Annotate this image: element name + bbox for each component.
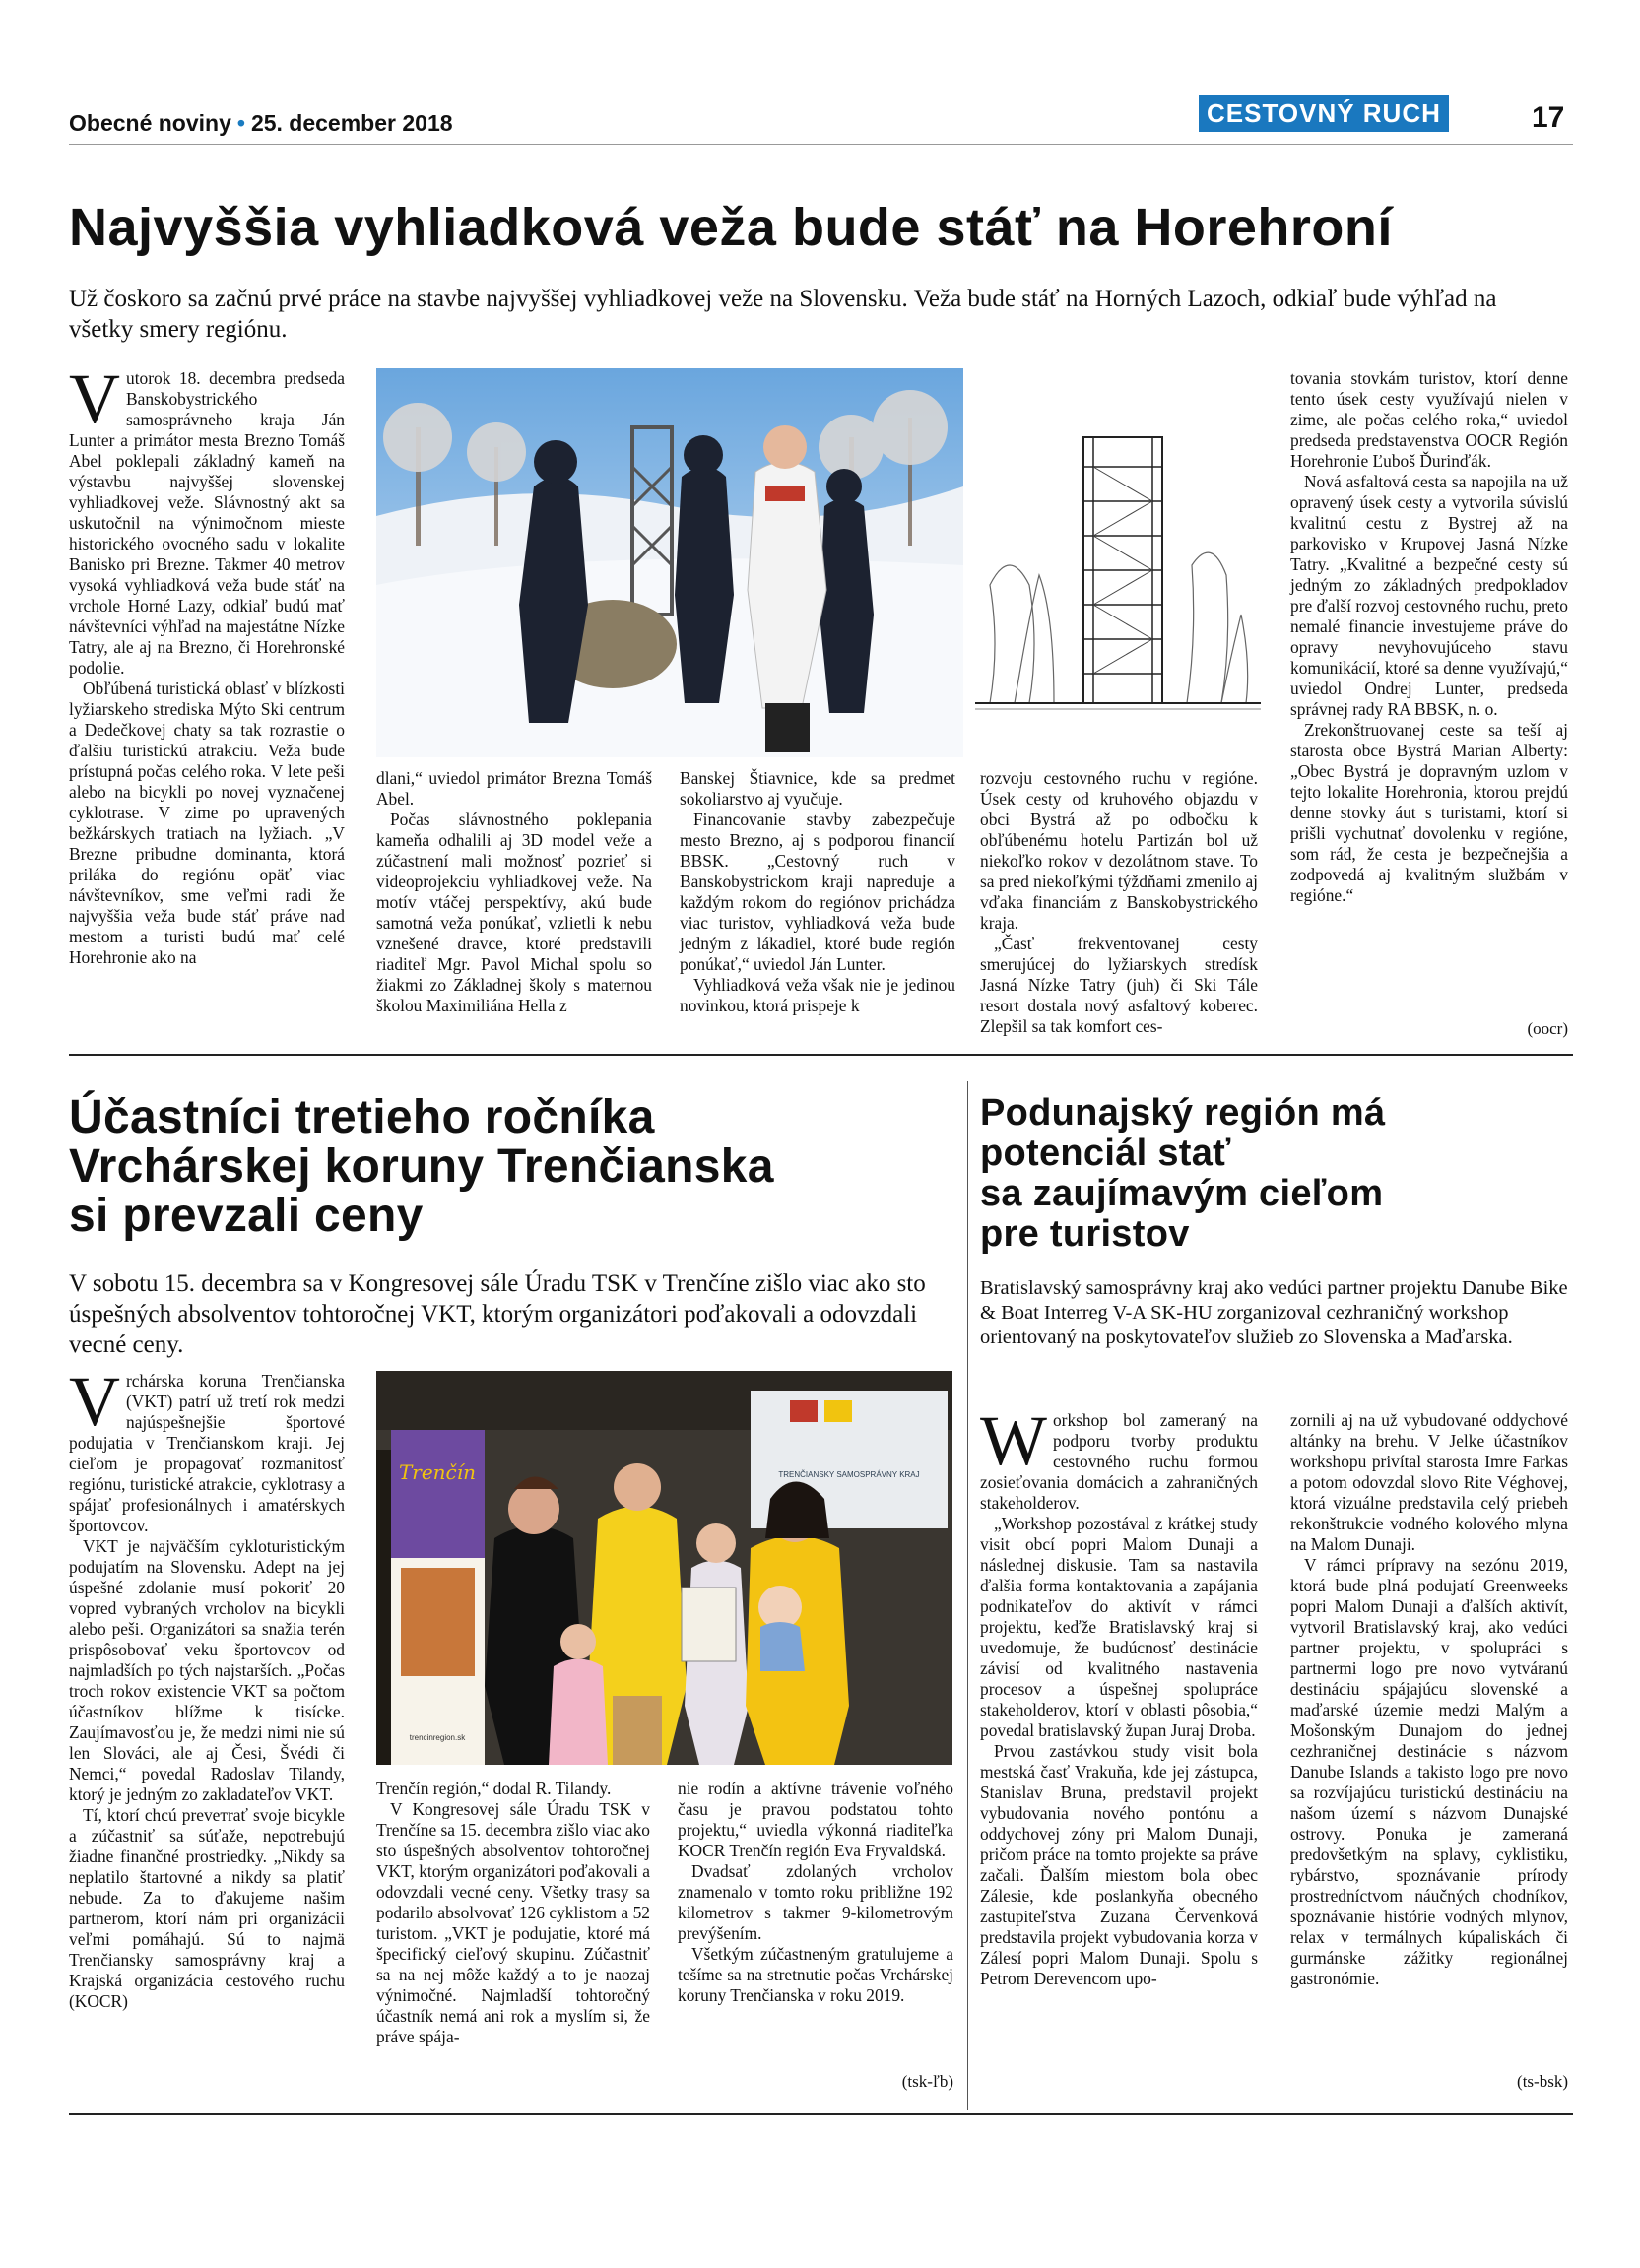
article2-col1-p2: VKT je najväčším cykloturistickým podujatím na Slovensku. Adept na jej úspešné zdolanie musí pokoriť 20 vopred vybraných vrcholov na bicykli alebo peši. Organizátori sa snažia terén prispôsobovať veku športovcov od najmladších po tých najstarších. „Počas troch rokov existencie VKT sa počtom účastníkov blížme k tisícke. Zaujímavosťou je, že medzi nimi nie sú len Slováci, ale aj Česi, Švédi či Nemci,“ povedal Radoslav Tilandy, ktorý je jedným zo zakladateľov VKT. — [69, 1536, 345, 1804]
article1-col5-p2: Nová asfaltová cesta sa napojila na už opravený úsek cesty a vytvorila súvislú kvalitnú cestu z Bystrej až na parkovisko v Krupovej Jasná Nízke Tatry. „Kvalitné a bezpečné cesty sú jedným zo základných predpokladov pre ďalší rozvoj cestovného ruchu, preto nemalé financie investujeme práve do opravy nevyhovujúceho stavu komunikácií, ktoré sa denne využívajú,“ uviedol Ondrej Lunter, predseda správnej rady RA BBSK, n. o. — [1290, 472, 1568, 719]
article1-bottom-rule — [69, 1054, 1573, 1056]
ceremony-photo — [376, 368, 963, 757]
article2-col3 — [678, 1779, 953, 2006]
article3-credit: (ts-bsk) — [1517, 2072, 1568, 2091]
article3-col2 — [1290, 1410, 1568, 1989]
page-number: 17 — [1532, 101, 1565, 134]
article1-col4-p2: „Časť frekventovanej cesty smerujúcej do lyžiarskych stredísk Jasná Nízke Tatry (juh) či Ski Tále resort dostala nový asfaltový koberec. Zlepšil sa tak komfort ces- — [980, 934, 1258, 1036]
article2-title-line3: si prevzali ceny — [69, 1190, 424, 1242]
article2-col2 — [376, 1779, 650, 2047]
award-photo-image — [376, 1371, 952, 1765]
article2-lead: V sobotu 15. decembra sa v Kongresovej sále Úradu TSK v Trenčíne zišlo viac ako sto úspešných absolventov tohtoročnej VKT, ktorým organizátori poďakovali a odovzdali vecné ceny. — [69, 1270, 926, 1358]
article1-col3-p2: Financovanie stavby zabezpečuje mesto Brezno, aj s podporou financií BBSK. „Cestovný ruch v Banskobystrickom kraji napreduje a každým rokom do regiónov prichádza viac turistov, vyhliadková veža bude jedným z lákadiel, ktoré bude región ponúkať,“ uviedol Ján Lunter. — [680, 810, 955, 974]
article2-dropcap: V — [69, 1362, 120, 1441]
article3-col1-p1: orkshop bol zameraný na podporu tvorby produktu cestovného ruchu formou zosieťovania domácich a zahraničných stakeholderov. — [980, 1410, 1258, 1513]
article3-col1-p2: „Workshop pozostával z krátkej study visit obcí popri Malom Dunaji a následnej diskusie. Tam sa nastavila ďalšia forma kontaktovania a zapájania podnikateľov do aktivít v rámci projektu, keďže Bratislavský kraj si uvedomuje, že budúcnosť destinácie závisí od kvalitného nastavenia procesov a úspešnej spolupráce stakeholderov, ktorí v oblasti pôsobia,“ povedal bratislavský župan Juraj Droba. — [980, 1514, 1258, 1740]
article3-col2-p1: zornili aj na už vybudované oddychové altánky na brehu. V Jelke účastníkov workshopu privítal starosta Imre Farkas a potom odovzdal slovo Rite Véghovej, ktorá vizuálne predstavila celý priebeh rekonštrukcie vodného kolového mlyna na Malom Dunaji. — [1290, 1410, 1568, 1554]
article3-dropcap: W — [980, 1401, 1047, 1480]
award-photo — [376, 1371, 952, 1765]
section-label: CESTOVNÝ RUCH — [1199, 95, 1449, 132]
article1-dropcap: V — [69, 359, 120, 438]
article2-col3-p2: Dvadsať zdolaných vrcholov znamenalo v tomto roku približne 192 kilometrov s takmer 9-kilometrovým prevýšením. — [678, 1861, 953, 1943]
column-divider — [967, 1081, 968, 2110]
article1-col5-p1: tovania stovkám turistov, ktorí denne tento úsek cesty využívajú nielen v zime, ale počas celého roka,“ uviedol predseda predstavenstva OOCR Región Horehronie Ľuboš Ďurinďák. — [1290, 368, 1568, 471]
article3-col1 — [980, 1401, 1258, 1989]
article3-col1-p3: Prvou zastávkou study visit bola mestská časť Vrakuňa, kde jej zástupca, Stanislav Bruna, predstavil projekt vybudovania nového pontónu a oddychovej zóny pri Malom Dunaji, pričom práce na tomto projekte sa práve začali. Ďalším miestom bola obec Zálesie, kde poslankyňa obecného zastupiteľstva Zuzana Červenková predstavila projekt vybudovania korza v Zálesí popri Malom Dunaji. Spolu s Petrom Derevencom upo- — [980, 1741, 1258, 1988]
article1-col3-p3: Vyhliadková veža však nie je jedinou novinkou, ktorá prispeje k — [680, 975, 955, 1015]
article2-credit: (tsk-ľb) — [901, 2072, 953, 2091]
article1-lead: Už čoskoro sa začnú prvé práce na stavbe najvyššej vyhliadkovej veže na Slovensku. Veža bude stáť na Horných Lazoch, odkiaľ bude výhľad na všetky smery regiónu. — [69, 286, 1497, 343]
article3-title-line3: sa zaujímavým cieľom — [980, 1173, 1384, 1214]
article2-col1 — [69, 1362, 345, 2012]
paper-name: Obecné noviny — [69, 110, 231, 136]
tower-drawing — [975, 368, 1261, 757]
article2-title — [69, 1093, 955, 1241]
article3-lead: Bratislavský samosprávny kraj ako vedúci partner projektu Danube Bike & Boat Interreg V-A SK-HU zorganizoval cezhraničný workshop orientovaný na poskytovateľov služieb zo Slovenska a Maďarska. — [980, 1277, 1568, 1348]
article2-col1-p1: rchárska koruna Trenčianska (VKT) patrí už tretí rok medzi najúspešnejšie športové podujatia v Trenčianskom kraji. Jej cieľom je propagovať rozmanitosť regiónu, turistické atrakcie, cyklotrasy a spájať profesionálnych i amatérskych športovcov. — [69, 1371, 345, 1535]
article2-title-line1: Účastníci tretieho ročníka — [69, 1091, 655, 1143]
article3-title-line4: pre turistov — [980, 1213, 1190, 1255]
masthead-line — [69, 110, 453, 137]
tower-drawing-image — [975, 368, 1261, 757]
issue-date: 25. december 2018 — [250, 110, 453, 136]
article2-col3-p1: nie rodín a aktívne trávenie voľného času je pravou podstatou tohto projektu,“ uviedla výkonná riaditeľka KOCR Trenčín región Eva Fryvaldská. — [678, 1779, 953, 1860]
banner-web-text: trencinregion.sk — [409, 1733, 466, 1742]
article2-col1-p3: Tí, ktorí chcú preveтrať svoje bicykle a zúčastniť sa súťaže, nepotrebujú žiadne finančné prostriedky. „Nikdy sa neplatilo štartovné a nikdy sa platiť nebude. Za to ďakujeme našim partnerom, ktorí nám pri organizácii veľmi pomáhajú. Sú to najmä Trenčiansky samosprávny kraj a Krajská organizácia cestového ruchu (KOCR) — [69, 1805, 345, 2011]
article3-title — [980, 1093, 1571, 1255]
article3-col2-p2: V rámci prípravy na sezónu 2019, ktorá bude plná podujatí Greenweeks popri Malom Dunaji a ďalších aktivít, vytvoril Bratislavský kraj, ako vedúci partner projektu, v spolupráci s partnermi logo pre novo vytváranú destináciu spájajúcu slovenské a maďarské územie medzi Malým a Mošonským Dunajom do jednej cezhraničnej destinácie s názvom Danube Islands a takisto logo pre novo sa rozvíjajúcu turistickú destináciu na našom území s názvom Dunajské ostrovy. Ponuka je zameraná predovšetkým na splavy, cyklistiku, rybárstvo, spoznávanie prírody prostredníctvom náučných chodníkov, spoznávanie histórie vodných mlynov, relax v termálnych kúpaliskách či gurmánske zážitky regionálnej gastronómie. — [1290, 1555, 1568, 1988]
article1-col1-p2: Obľúbená turistická oblasť v blízkosti lyžiarskeho strediska Mýto Ski centrum a Dedečkovej chaty sa tak rozrastie o ďalšiu turistickú atrakciu. Veža bude prístupná počas celého roka. V lete peši alebo na bicykli po novej vyznačenej cyklotrase. V zime po upravených bežkárskych tratiach na lyžiach. „V Brezne pribudne dominanta, ktorá priláka do regiónu opäť viac návštevníkov, sme veľmi radi že najvyššia veža bude stáť práve nad mestom a turisti budú mať celé Horehronie ako na — [69, 679, 345, 967]
article3-title-line1: Podunajský región má — [980, 1092, 1386, 1134]
article1-col5-p3: Zrekonštruovanej ceste sa teší aj starosta obce Bystrá Marian Alberty: „Obec Bystrá je dopravným uzlom v tejto lokalite Horehronia, ktorou prejdú denne stovky áut s turistami, ktorí si prišli vychutnať dovolenku v regióne, som rád, že cesta je bezpečnejšia a zodpovedá aj kvalitným službám v regióne.“ — [1290, 720, 1568, 905]
article1-col5 — [1290, 368, 1568, 906]
banner-title-text: Trenčín — [398, 1460, 477, 1484]
article1-title: Najvyššia vyhliadková veža bude stáť na Horehroní — [69, 198, 1393, 257]
article2-col2-p2: V Kongresovej sále Úradu TSK v Trenčíne sa 15. decembra zišlo viac ako sto úspešných absolventov tohtoročnej VKT, ktorým organizátori poďakovali a odovzdali vecné ceny. Všetky trasy sa podarilo absolvovať 126 cyklistom a 52 turistom. „VKT je podujatie, ktoré má špecifický cieľový skupinu. Zúčastniť sa na nej môže každý a to je naozaj výnimočné. Najmladší tohtoročný účastník nemá ani rok a myslím si, že práve spája- — [376, 1799, 650, 2046]
award-board-text: TRENČIANSKY SAMOSPRÁVNY KRAJ — [778, 1470, 920, 1479]
article2-title-line2: Vrchárskej koruny Trenčianska — [69, 1140, 774, 1193]
ceremony-photo-image — [376, 368, 963, 757]
article1-col2 — [376, 768, 652, 1016]
article1-col4 — [980, 768, 1258, 1037]
article2-col3-p3: Všetkým zúčastneným gratulujeme a tešíme sa na stretnutie počas Vrchárskej koruny Trenčianska v roku 2019. — [678, 1944, 953, 2005]
article1-col1-p1: utorok 18. decembra predseda Banskobystrického samosprávneho kraja Ján Lunter a primátor mesta Brezno Tomáš Abel poklepali základný kameň na výstavbu najvyššej slovenskej vyhliadkovej veže. Slávnostný akt sa uskutočnil na výnimočnom mieste historického ovocného sadu v lokalite Banisko pri Brezne. Takmer 40 metrov vysoká vyhliadková veža bude stáť na vrchole Horné Lazy, odkiaľ budú mať návštevníci výhľad na majestátne Nízke Tatry, ale aj na Brezno, či Horehronské podolie. — [69, 368, 345, 678]
article3-title-line2: potenciál stať — [980, 1133, 1231, 1174]
masthead-separator: • — [236, 110, 245, 136]
article1-col3-p1: Banskej Štiavnice, kde sa predmet sokoliarstvo aj vyučuje. — [680, 768, 955, 809]
article1-col2-p1: dlani,“ uviedol primátor Brezna Tomáš Abel. — [376, 768, 652, 809]
article1-col3 — [680, 768, 955, 1016]
article1-col4-p1: rozvoju cestovného ruchu v regióne. Úsek cesty od kruhového objazdu v obci Bystrá až po odbočku k obľúbenému hotelu Partizán bol už niekoľko rokov v dezolátnom stave. To sa pred niekoľkými týždňami zmenilo aj vďaka financiám z Banskobystrického kraja. — [980, 768, 1258, 933]
page-bottom-rule — [69, 2113, 1573, 2115]
masthead-rule — [69, 144, 1573, 145]
article2-col2-p1: Trenčín región,“ dodal R. Tilandy. — [376, 1779, 612, 1798]
article1-col1 — [69, 359, 345, 968]
article1-col2-p2: Počas slávnostného poklepania kameňa odhalili aj 3D model veže a zúčastnení mali možnosť pozrieť si videoprojekciu vyhliadkovej veže. Na motív vtáčej perspektívy, akú bude samotná veža ponúkať, vzlietli k nebu vznešené dravce, ktoré predstavili riaditeľ Mgr. Pavol Michal spolu so žiakmi zo Základnej školy s maternou školou Maximiliána Hella z — [376, 810, 652, 1015]
article1-credit: (oocr) — [1527, 1019, 1568, 1038]
